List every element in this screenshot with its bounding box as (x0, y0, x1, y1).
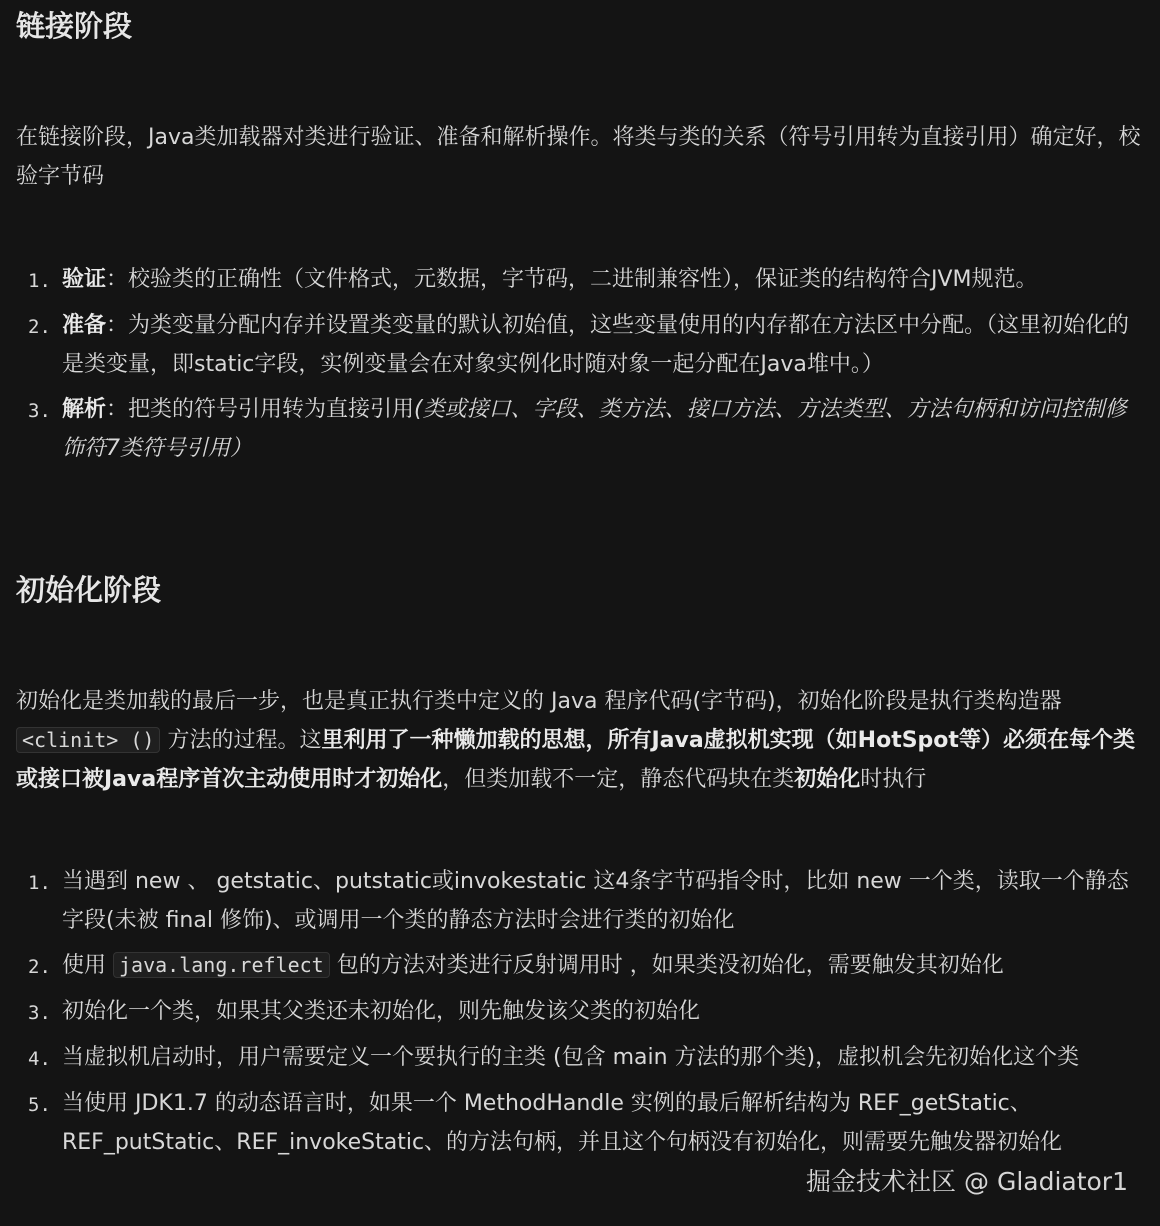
term-prepare: 准备 (62, 313, 107, 338)
term-verify: 验证 (62, 267, 107, 292)
reflect-pre: 使用 (62, 953, 113, 978)
linking-intro: 在链接阶段，Java类加载器对类进行验证、准备和解析操作。将类与类的关系（符号引用转为直接引用）确定好，校验字节码 (16, 125, 1141, 189)
list-number: 3. (28, 400, 51, 422)
clinit-code: <clinit> () (16, 727, 160, 753)
list-number: 5. (28, 1094, 51, 1116)
resolve-desc: ：把类的符号引用转为直接引用 (106, 397, 415, 422)
section-title-initialization: 初始化阶段 (16, 573, 162, 607)
watermark: 掘金技术社区 @ Gladiator1 (806, 1167, 1128, 1196)
reflect-post: 包的方法对类进行反射调用时 ，如果类没初始化，需要触发其初始化 (329, 953, 1004, 978)
prepare-desc: ：为类变量分配内存并设置类变量的默认初始值，这些变量使用的内存都在方法区中分配。（这里初始化的是类变量，即static字段，实例变量会在对象实例化时随对象一起分配在Java堆中。） (62, 313, 1130, 377)
list-number: 1. (28, 270, 51, 292)
intro-bold-lazy: 里利用了一种懒加载的思想，所有Java虚拟机实现（如HotSpot等）必须在每个类或接口被Java程序首次主动使用时才初始化 (16, 728, 1135, 792)
intro-text-c: ，但类加载不一定，静态代码块在类 (442, 767, 795, 792)
reflect-code: java.lang.reflect (113, 952, 330, 978)
intro-text-a: 初始化是类加载的最后一步，也是真正执行类中定义的 Java 程序代码(字节码)，初始化阶段是执行类构造器 (16, 689, 1062, 714)
list-number: 2. (28, 956, 51, 978)
list-item-parent: 初始化一个类，如果其父类还未初始化，则先触发该父类的初始化 (62, 999, 701, 1024)
list-number: 4. (28, 1048, 51, 1070)
init-intro (16, 682, 1142, 799)
list-number: 1. (28, 872, 51, 894)
term-resolve: 解析 (62, 397, 107, 422)
intro-text-b: 方法的过程。这 (160, 728, 322, 753)
list-item-main-class: 当虚拟机启动时，用户需要定义一个要执行的主类 (包含 main 方法的那个类)，虚拟机会先初始化这个类 (62, 1045, 1080, 1070)
list-item-methodhandle: 当使用 JDK1.7 的动态语言时，如果一个 MethodHandle 实例的最后解析结构为 REF_getStatic、REF_putStatic、REF_invokeStatic、的方法句柄，并且这个句柄没有初始化，则需要先触发器初始化 (62, 1091, 1063, 1155)
list-number: 2. (28, 316, 51, 338)
intro-text-d: 时执行 (860, 767, 927, 792)
list-item-reflect (62, 946, 1142, 985)
list-item-bytecode: 当遇到 new 、 getstatic、putstatic或invokestatic 这4条字节码指令时，比如 new 一个类，读取一个静态字段(未被 final 修饰)、或调用一个类的静态方法时会进行类的初始化 (62, 869, 1129, 933)
list-item-resolve (62, 390, 1142, 468)
list-item-prepare (62, 306, 1142, 384)
resolve-italic-note: (类或接口、字段、类方法、接口方法、方法类型、方法句柄和访问控制修饰符7类符号引用） (62, 397, 1127, 461)
verify-desc: ：校验类的正确性（文件格式，元数据，字节码，二进制兼容性），保证类的结构符合JVM规范。 (106, 267, 1038, 292)
list-item-verify (62, 260, 1142, 299)
section-title-linking: 链接阶段 (16, 9, 133, 43)
intro-bold-init: 初始化 (794, 767, 861, 792)
list-number: 3. (28, 1002, 51, 1024)
